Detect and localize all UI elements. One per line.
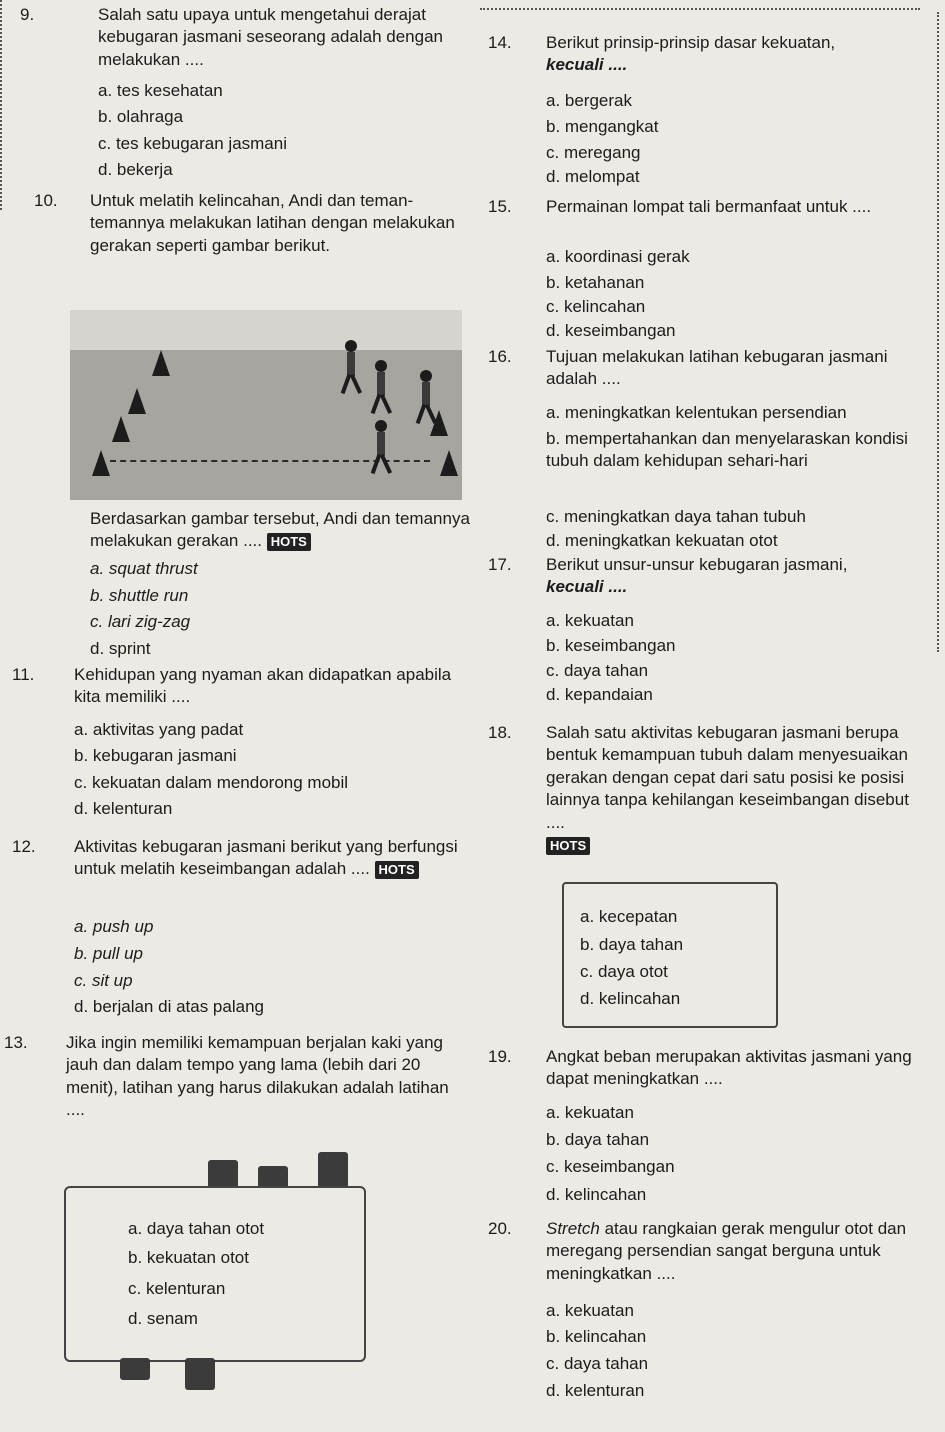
pillar-decoration [318, 1152, 348, 1188]
option-a[interactable]: a. kekuatan [546, 1301, 634, 1320]
pillar-decoration [258, 1166, 288, 1188]
option-d[interactable]: d. senam [128, 1309, 198, 1328]
option-c[interactable]: c. kelenturan [128, 1279, 226, 1298]
question-stem: Kehidupan yang nyaman akan didapatkan apabila kita memiliki .... [74, 665, 452, 707]
question-stem: Untuk melatih kelincahan, Andi dan teman-temannya melakukan latihan dengan melakukan gerakan seperti gambar berikut. [90, 191, 455, 255]
question-number: 14. [488, 33, 512, 52]
question-stem: Berikut unsur-unsur kebugaran jasmani, kecuali .... [546, 555, 848, 597]
option-d[interactable]: d. meningkatkan kekuatan otot [546, 531, 778, 550]
pillar-decoration [185, 1358, 215, 1390]
option-b[interactable]: b. mempertahankan dan menyelaraskan kondisi tubuh dalam kehidupan sehari-hari [546, 429, 908, 471]
cone-icon [92, 450, 110, 476]
option-c[interactable]: c. sit up [74, 971, 133, 990]
question-stem-after-figure: Berdasarkan gambar tersebut, Andi dan temannya melakukan gerakan .... HOTS [90, 509, 470, 551]
option-b[interactable]: b. keseimbangan [546, 636, 676, 655]
option-c[interactable]: c. daya otot [580, 962, 668, 981]
kecuali-emphasis: kecuali .... [546, 55, 628, 75]
top-chain-border [480, 8, 920, 10]
question-number: 13. [4, 1033, 28, 1052]
option-b[interactable]: b. ketahanan [546, 273, 645, 292]
option-d[interactable]: d. melompat [546, 167, 640, 186]
question-stem: Berikut prinsip-prinsip dasar kekuatan, kecuali .... [546, 33, 836, 75]
runner-figure [415, 370, 437, 425]
option-a[interactable]: a. bergerak [546, 91, 632, 110]
option-d[interactable]: d. berjalan di atas palang [74, 997, 264, 1016]
option-b[interactable]: b. kelincahan [546, 1327, 647, 1346]
option-d[interactable]: d. sprint [90, 639, 151, 658]
option-d[interactable]: d. kelincahan [580, 989, 681, 1008]
option-a[interactable]: a. squat thrust [90, 559, 198, 578]
option-c[interactable]: c. kekuatan dalam mendorong mobil [74, 773, 349, 792]
option-c[interactable]: c. lari zig-zag [90, 612, 191, 631]
option-b[interactable]: b. olahraga [98, 107, 184, 126]
hots-badge: HOTS [546, 837, 590, 855]
option-c[interactable]: c. meregang [546, 143, 641, 162]
kecuali-emphasis: kecuali .... [546, 577, 628, 597]
cone-icon [112, 416, 130, 442]
question-number: 19. [488, 1047, 512, 1066]
option-b[interactable]: b. daya tahan [546, 1130, 650, 1149]
pillar-decoration [120, 1358, 150, 1380]
question-number: 15. [488, 197, 512, 216]
option-d[interactable]: d. keseimbangan [546, 321, 676, 340]
question-number: 17. [488, 555, 512, 574]
question-stem: Stretch atau rangkaian gerak mengulur otot dan meregang persendian sangat berguna untuk meningkatkan .... [546, 1219, 907, 1283]
option-d[interactable]: d. kelincahan [546, 1185, 647, 1204]
question-number: 18. [488, 723, 512, 742]
option-a[interactable]: a. kekuatan [546, 1103, 634, 1122]
question-number: 11. [12, 665, 35, 684]
question-stem: Tujuan melakukan latihan kebugaran jasmani adalah .... [546, 347, 888, 389]
question-stem: Jika ingin memiliki kemampuan berjalan kaki yang jauh dan dalam tempo yang lama (lebih dari 20 menit), latihan yang harus dilakukan adalah latihan .... [66, 1033, 449, 1120]
runner-figure [370, 360, 392, 415]
option-d[interactable]: d. bekerja [98, 160, 173, 179]
option-a[interactable]: a. daya tahan otot [128, 1219, 265, 1238]
scene-background [70, 310, 462, 350]
option-c[interactable]: c. daya tahan [546, 1354, 649, 1373]
option-d[interactable]: d. kelenturan [74, 799, 173, 818]
option-c[interactable]: c. tes kebugaran jasmani [98, 134, 287, 153]
question-stem: Salah satu upaya untuk mengetahui derajat kebugaran jasmani seseorang adalah dengan melakukan .... [98, 5, 443, 69]
question-stem: Permainan lompat tali bermanfaat untuk .... [546, 197, 872, 216]
option-d[interactable]: d. kelenturan [546, 1381, 645, 1400]
left-chain-border [0, 0, 12, 210]
option-c[interactable]: c. keseimbangan [546, 1157, 675, 1176]
option-c[interactable]: c. meningkatkan daya tahan tubuh [546, 507, 806, 526]
question-stem: Angkat beban merupakan aktivitas jasmani yang dapat meningkatkan .... [546, 1047, 912, 1089]
question-number: 10. [34, 191, 58, 210]
option-a[interactable]: a. kecepatan [580, 907, 678, 926]
question-number: 12. [12, 837, 36, 856]
hots-badge: HOTS [267, 533, 311, 551]
hots-badge: HOTS [375, 861, 419, 879]
option-b[interactable]: b. daya tahan [580, 935, 684, 954]
option-b[interactable]: b. pull up [74, 944, 143, 963]
cone-icon [440, 450, 458, 476]
option-a[interactable]: a. push up [74, 917, 154, 936]
runner-figure [370, 420, 392, 475]
option-a[interactable]: a. kekuatan [546, 611, 634, 630]
option-b[interactable]: b. kekuatan otot [128, 1248, 249, 1267]
option-b[interactable]: b. kebugaran jasmani [74, 746, 237, 765]
option-b[interactable]: b. mengangkat [546, 117, 659, 136]
question-number: 16. [488, 347, 512, 366]
option-c[interactable]: c. daya tahan [546, 661, 649, 680]
option-b[interactable]: b. shuttle run [90, 586, 189, 605]
option-d[interactable]: d. kepandaian [546, 685, 653, 704]
question-number: 9. [20, 5, 35, 24]
runner-figure [340, 340, 362, 395]
option-a[interactable]: a. tes kesehatan [98, 81, 223, 100]
question-number: 20. [488, 1219, 512, 1238]
cone-icon [152, 350, 170, 376]
question-stem: Salah satu aktivitas kebugaran jasmani berupa bentuk kemampuan tubuh dalam menyesuaikan gerakan dengan cepat dari satu posisi ke posisi lainnya tanpa kehilangan keseimbangan disebut .... HOTS [546, 723, 909, 854]
pillar-decoration [208, 1160, 238, 1188]
options-frame [64, 1186, 366, 1362]
option-c[interactable]: c. kelincahan [546, 297, 646, 316]
question-stem: Aktivitas kebugaran jasmani berikut yang berfungsi untuk melatih keseimbangan adalah .... HOTS [74, 837, 458, 879]
cone-icon [128, 388, 146, 414]
option-a[interactable]: a. aktivitas yang padat [74, 720, 244, 739]
shuttle-run-illustration [70, 310, 462, 500]
option-a[interactable]: a. meningkatkan kelentukan persendian [546, 403, 847, 422]
option-a[interactable]: a. koordinasi gerak [546, 247, 690, 266]
